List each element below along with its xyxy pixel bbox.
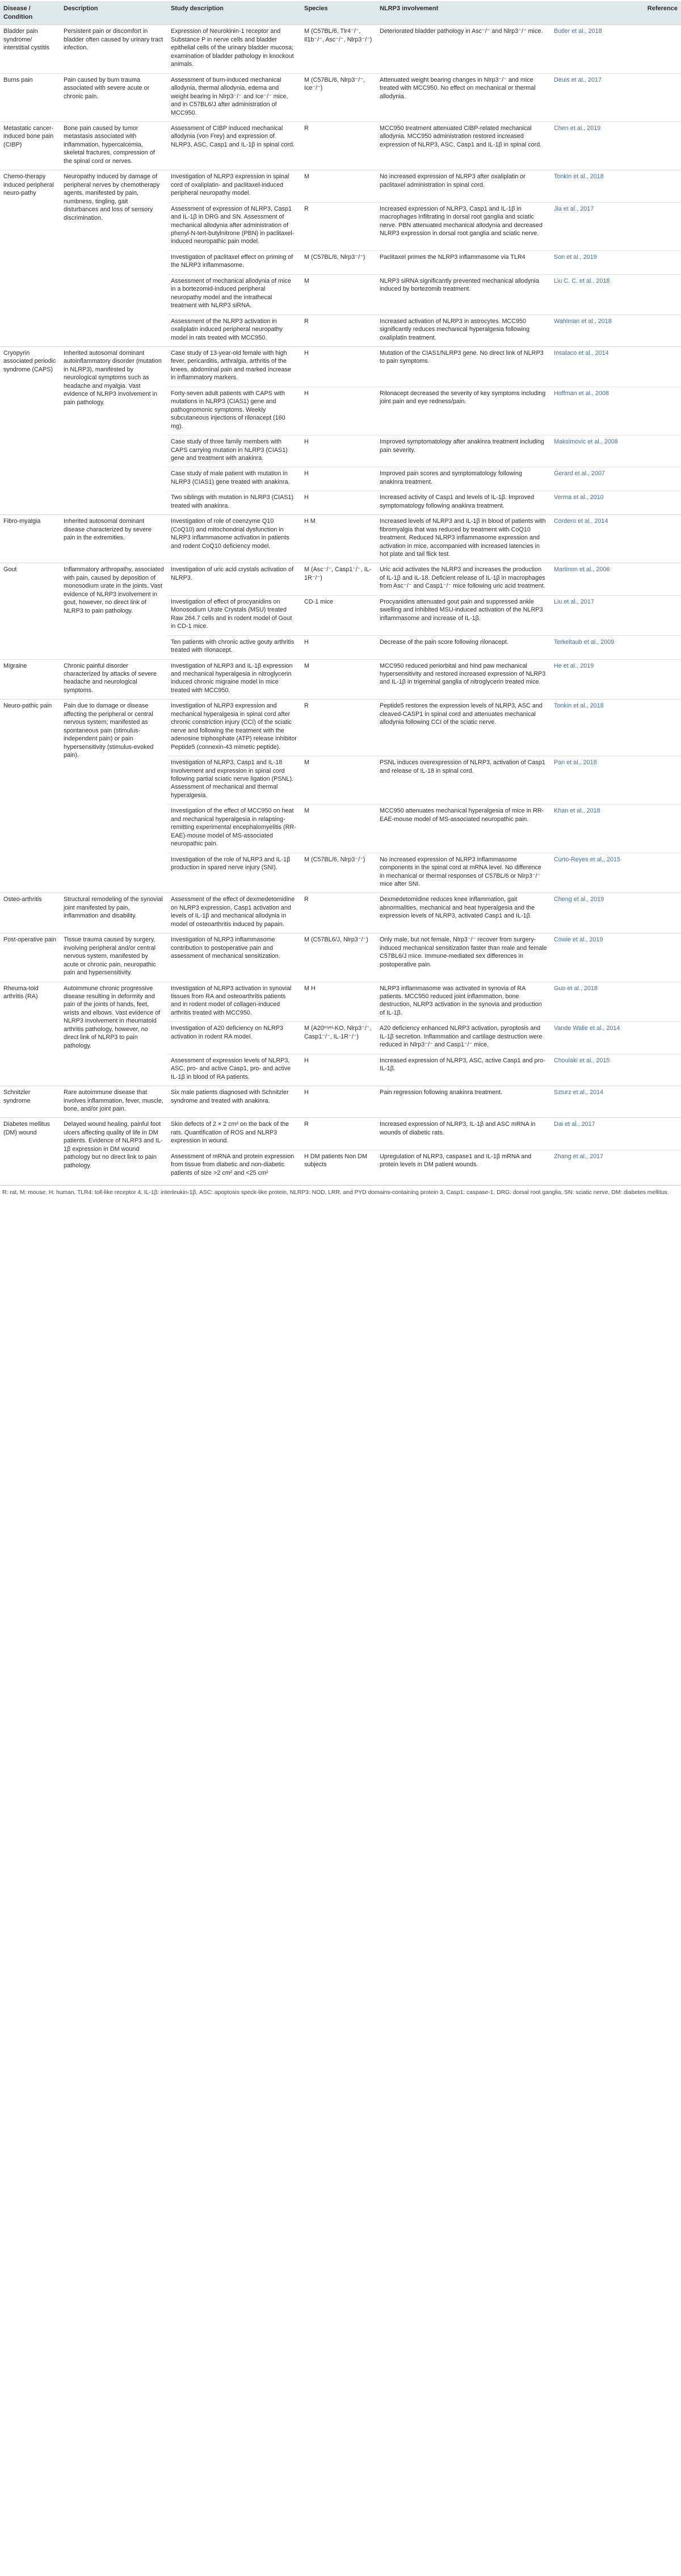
species-cell: R [301, 893, 376, 933]
involvement-cell: MCC950 treatment attenuated CIBP-related mechanical allodynia. MCC950 administration restored increased expression of NLRP3, ASC, Casp1 and IL-1β in spinal cord. [376, 122, 550, 170]
reference-cell[interactable]: Khan et al., 2018 [550, 805, 681, 853]
reference-cell[interactable]: Martinon et al., 2006 [550, 563, 681, 595]
reference-cell[interactable]: Gerard et al., 2007 [550, 467, 681, 491]
involvement-cell: Mutation of the CIAS1/NLRP3 gene. No direct link of NLRP3 to pain symptoms. [376, 346, 550, 387]
study-cell: Investigation of effect of procyanidins on Monosodium Urate Crystals (MSU) treated Raw 264.7 cells and in rodent model of Gout in CD-1 mice. [167, 595, 301, 635]
involvement-cell: Improved symptomatology after anakinra treatment including pain severity. [376, 435, 550, 467]
involvement-cell: Decrease of the pain score following rilonacept. [376, 635, 550, 659]
species-cell: M (A20ᵐʸᵉˡ-KO, Nlrp3⁻/⁻, Casp1⁻/⁻, IL-1R⁻/⁻) [301, 1022, 376, 1054]
header-study: Study description [167, 1, 301, 25]
table-row [0, 515, 681, 563]
involvement-cell: Rilonacept decreased the severity of key symptoms including joint pain and eye redness/pain. [376, 387, 550, 435]
study-cell: Assessment of expression levels of NLRP3, ASC, pro- and active Casp1, pro- and active IL-1β in blood of RA patients. [167, 1054, 301, 1086]
species-cell: M [301, 659, 376, 700]
reference-cell[interactable]: Liu et al., 2017 [550, 595, 681, 635]
study-cell: Assessment of expression of NLRP3, Casp1 and IL-1β in DRG and SN. Assessment of mechanical allodynia after administration of phenyl-N-tert-butylnitrone (PBN) in paclitaxel-induced neuropathic pain model. [167, 202, 301, 250]
study-cell: Six male patients diagnosed with Schnitzler syndrome and treated with anakinra. [167, 1086, 301, 1118]
description-cell: Tissue trauma caused by surgery, involving peripheral and/or central nervous system, manifested by acute or chronic pain, neuropathic pain and hypersensitivity. [60, 933, 167, 982]
disease-cell: Bladder pain syndrome/ interstitial cystitis [0, 25, 60, 73]
disease-cell: Rheuma-toid arthritis (RA) [0, 982, 60, 1086]
involvement-cell: Improved pain scores and symptomatology following anakinra treatment. [376, 467, 550, 491]
disease-cell: Chemo-therapy induced peripheral neuro-pathy [0, 170, 60, 347]
species-cell: H [301, 435, 376, 467]
reference-cell[interactable]: Cheng et al., 2019 [550, 893, 681, 933]
reference-cell[interactable]: Terkeltaub et al., 2009 [550, 635, 681, 659]
study-cell: Assessment of the NLRP3 activation in oxaliplatin induced peripheral neuropathy model in rats treated with MCC950. [167, 315, 301, 346]
species-cell: H M [301, 515, 376, 563]
table-row [0, 122, 681, 170]
header-species: Species [301, 1, 376, 25]
involvement-cell: Increased activity of Casp1 and levels of IL-1β. Improved symptomatology following anakinra treatment. [376, 491, 550, 515]
table-row [0, 346, 681, 387]
species-cell: R [301, 315, 376, 346]
disease-cell: Metastatic cancer-induced bone pain (CIBP) [0, 122, 60, 170]
nlrp3-pain-table [0, 1, 681, 1182]
study-cell: Investigation of A20 deficiency on NLRP3 activation in rodent RA model. [167, 1022, 301, 1054]
study-cell: Investigation of paclitaxel effect on priming of the NLRP3 inflammasome. [167, 250, 301, 274]
table-header [0, 1, 681, 25]
study-cell: Investigation of NLRP3 expression and mechanical hyperalgesia in spinal cord after chronic constriction injury (CCI) of the sciatic nerve and following the treatment with the adenosine triphosphate (ATP) release inhibitor Peptide5 (connexin-43 mimetic peptide). [167, 700, 301, 756]
disease-cell: Schnitzler syndrome [0, 1086, 60, 1118]
table-footnote: R: rat, M: mouse, H: human, TLR4: toll-like receptor 4, IL-1β: interleukin-1β, ASC: apoptosis speck-like protein, NLRP3: NOD, LRR, and PYD domains-containing protein 3, Casp1: caspase-1, DRG: dorsal root ganglia, SN: sciatic nerve, DM: diabetes mellitus. [0, 1185, 681, 1197]
study-cell: Skin defects of 2 × 2 cm² on the back of the rats. Quantification of ROS and NLRP3 expression in wound. [167, 1118, 301, 1150]
species-cell: H [301, 1054, 376, 1086]
description-cell: Bone pain caused by tumor metastasis associated with inflammation, hypercalcemia, skeletal fractures, compression of the spinal cord or nerves. [60, 122, 167, 170]
reference-cell[interactable]: Deuis et al., 2017 [550, 73, 681, 122]
reference-cell[interactable]: Cordero et al., 2014 [550, 515, 681, 563]
involvement-cell: NLRP3 siRNA significantly prevented mechanical allodynia induced by bortezomib treatment. [376, 274, 550, 315]
study-cell: Two siblings with mutation in NLRP3 (CIAS1) treated with anakinra. [167, 491, 301, 515]
study-cell: Ten patients with chronic active gouty arthritis treated with rilonacept. [167, 635, 301, 659]
involvement-cell: Increased expression of NLRP3, ASC, active Casp1 and pro-IL-1β. [376, 1054, 550, 1086]
table-body [0, 25, 681, 1182]
disease-cell: Diabetes mellitus (DM) wound [0, 1118, 60, 1182]
reference-cell[interactable]: Tonkin et al., 2018 [550, 170, 681, 202]
involvement-cell: Increased levels of NLRP3 and IL-1β in blood of patients with fibromyalgia that was reduced by treatment with CoQ10 treatment. Reduced NLRP3 inflammasome expression and activation in mice, accompanied with increased latencies in hot plate and tail flick test. [376, 515, 550, 563]
reference-cell[interactable]: Liu C. C. et al., 2018 [550, 274, 681, 315]
table-row [0, 982, 681, 1022]
document-page [0, 0, 681, 1202]
species-cell: CD-1 mice [301, 595, 376, 635]
study-cell: Case study of male patient with mutation in NLRP3 (CIAS1) gene treated with anakinra. [167, 467, 301, 491]
table-row [0, 25, 681, 73]
description-cell: Neuropathy induced by damage of peripheral nerves by chemotherapy agents, manifested by pain, numbness, tingling, gait disturbances and loss of sensory discrimination. [60, 170, 167, 347]
species-cell: R [301, 1118, 376, 1150]
study-cell: Investigation of uric acid crystals activation of NLRP3. [167, 563, 301, 595]
species-cell: M [301, 805, 376, 853]
reference-cell[interactable]: Butler et al., 2018 [550, 25, 681, 73]
species-cell: H DM patients Non DM subjects [301, 1150, 376, 1182]
involvement-cell: Procyanidins attenuated gout pain and suppressed ankle swelling and inhibited MSU-induced activation of the NLRP3 inflammasome and increase of IL-1β. [376, 595, 550, 635]
disease-cell: Gout [0, 563, 60, 659]
involvement-cell: Peptide5 restores the expression levels of NLRP3, ASC and cleaved-CASP1 in spinal cord and attenuates mechanical allodynia following CCI of the sciatic nerve. [376, 700, 550, 756]
reference-cell[interactable]: Szturz et al., 2014 [550, 1086, 681, 1118]
reference-cell[interactable]: Pan et al., 2018 [550, 756, 681, 805]
involvement-cell: Paclitaxel primes the NLRP3 inflammasome via TLR4 [376, 250, 550, 274]
disease-cell: Post-operative pain [0, 933, 60, 982]
involvement-cell: Deteriorated bladder pathology in Asc⁻/⁻ and Nlrp3⁻/⁻ mice. [376, 25, 550, 73]
species-cell: H [301, 346, 376, 387]
species-cell: R [301, 202, 376, 250]
description-cell: Pain due to damage or disease affecting the peripheral or central nervous system; manifested as spontaneous pain (stimulus-independent pain) or pain hypersensitivity (stimulus-evoked pain). [60, 700, 167, 893]
reference-cell[interactable]: Wahlman et al., 2018 [550, 315, 681, 346]
reference-cell[interactable]: Jia et al., 2017 [550, 202, 681, 250]
involvement-cell: No increased expression of NLRP3 inflammasome components in the spinal cord at mRNA level. No difference in mechanical or thermal responses of C57BL/6 or Nlrp3⁻/⁻ mice after SNI. [376, 853, 550, 893]
involvement-cell: Increased expression of NLRP3, IL-1β and ASC mRNA in wounds of diabetic rats. [376, 1118, 550, 1150]
study-cell: Case study of three family members with CAPS carrying mutation in NLRP3 (CIAS1) gene and treatment with anakinra. [167, 435, 301, 467]
study-cell: Assessment of CIBP induced mechanical allodynia (von Frey) and expression of NLRP3, ASC, Casp1 and IL-1β in spinal cord. [167, 122, 301, 170]
header-involvement: NLRP3 involvement [376, 1, 550, 25]
description-cell: Rare autoimmune disease that involves inflammation, fever, muscle, bone, and/or joint pain. [60, 1086, 167, 1118]
species-cell: H [301, 1086, 376, 1118]
species-cell: R [301, 122, 376, 170]
disease-cell: Fibro-myalgia [0, 515, 60, 563]
involvement-cell: PSNL induces overexpression of NLRP3, activation of Casp1 and release of IL-18 in spinal cord. [376, 756, 550, 805]
disease-cell: Osteo-arthritis [0, 893, 60, 933]
involvement-cell: MCC950 reduced periorbital and hind paw mechanical hypersensitivity and restored increased expression of NLRP3 and IL-1β in trigeminal ganglia of nitroglycerin treated mice. [376, 659, 550, 700]
study-cell: Investigation of NLRP3 activation in synovial tissues from RA and osteoarthritis patients and in rodent model of collagen-induced arthritis treated with MCC950. [167, 982, 301, 1022]
study-cell: Investigation of the role of NLRP3 and IL-1β production in spared nerve injury (SNI). [167, 853, 301, 893]
reference-cell[interactable]: Verma et al., 2010 [550, 491, 681, 515]
reference-cell[interactable]: Maksimovic et al., 2008 [550, 435, 681, 467]
involvement-cell: MCC950 attenuates mechanical hyperalgesia of mice in RR-EAE-mouse model of MS-associated neuropathic pain. [376, 805, 550, 853]
table-row [0, 933, 681, 982]
involvement-cell: Dexmedetomidine reduces knee inflammation, gait abnormalities, mechanical and heat hyperalgesia and the expression levels of NLRP3, activated Casp1 and IL-1β. [376, 893, 550, 933]
header-row [0, 1, 681, 25]
disease-cell: Cryopyrin associated periodic syndrome (CAPS) [0, 346, 60, 514]
disease-cell: Migraine [0, 659, 60, 700]
involvement-cell: NLRP3 inflammasome was activated in synovia of RA patients. MCC950 reduced joint inflammation, bone destruction, NLRP3 activation in the synovia and production of IL-1β. [376, 982, 550, 1022]
description-cell: Persistent pain or discomfort in bladder often caused by urinary tract infection. [60, 25, 167, 73]
species-cell: M (C57BL/6, Nlrp3⁻/⁻, Ice⁻/⁻) [301, 73, 376, 122]
description-cell: Inflammatory arthropathy, associated with pain, caused by deposition of monosodium urate in the joints. Vast evidence of NLRP3 involvement in gout, however, no direct link of NLRP3 to pain pathology. [60, 563, 167, 659]
study-cell: Assessment of mRNA and protein expression from tissue from diabetic and non-diabetic patients of size >2 cm² and <25 cm² [167, 1150, 301, 1182]
description-cell: Inherited autosomal dominant disease characterized by severe pain in the extremities. [60, 515, 167, 563]
reference-cell[interactable]: Tonkin et al., 2018 [550, 700, 681, 756]
involvement-cell: Attenuated weight bearing changes in Nlrp3⁻/⁻ and mice treated with MCC950. No effect on mechanical or thermal allodynia. [376, 73, 550, 122]
description-cell: Inherited autosomal dominant autoinflammatory disorder (mutation in NLRP3), manifested by neurological symptoms such as headache and myalgia. Vast evidence of NLRP3 involvement in pain pathology. [60, 346, 167, 514]
study-cell: Investigation of NLRP3 expression in spinal cord of oxaliplatin- and paclitaxel-induced peripheral neuropathy model. [167, 170, 301, 202]
involvement-cell: Uric acid activates the NLRP3 and increases the production of IL-1β and IL-18. Deficient release of IL-1β in macrophages from Asc⁻/⁻ and Casp1⁻/⁻ mice following uric acid treatment. [376, 563, 550, 595]
reference-cell[interactable]: Hoffman et al., 2008 [550, 387, 681, 435]
involvement-cell: Only male, but not female, Nlrp3⁻/⁻ recover from surgery-induced mechanical sensitization faster than male and female C57BL6/J mice. Immune-mediated sex differences in postoperative pain. [376, 933, 550, 982]
table-row [0, 170, 681, 202]
reference-cell[interactable]: Guo et al., 2018 [550, 982, 681, 1022]
species-cell: H [301, 467, 376, 491]
involvement-cell: Upregulation of NLRP3, caspase1 and IL-1β mRNA and protein levels in DM patient wounds. [376, 1150, 550, 1182]
table-row [0, 700, 681, 756]
species-cell: R [301, 700, 376, 756]
study-cell: Investigation of NLRP3 inflammasome contribution to postoperative pain and assessment of mechanical sensitization. [167, 933, 301, 982]
reference-cell[interactable]: He et al., 2019 [550, 659, 681, 700]
involvement-cell: Increased activation of NLRP3 in astrocytes. MCC950 significantly reduces mechanical hyperalgesia following oxaliplatin treatment. [376, 315, 550, 346]
species-cell: M (C57BL/6, Nlrp3⁻/⁻) [301, 853, 376, 893]
study-cell: Assessment of the effect of dexmedetomidine on NLRP3 expression, Casp1 activation and levels of IL-1β and mechanical allodynia in model of osteoarthritis induced by papain. [167, 893, 301, 933]
header-reference: Reference [550, 1, 681, 25]
reference-cell[interactable]: Cowie et al., 2019 [550, 933, 681, 982]
reference-cell[interactable]: Insalaco et al., 2014 [550, 346, 681, 387]
table-row [0, 1086, 681, 1118]
involvement-cell: Increased expression of NLRP3, Casp1 and IL-1β in macrophages infiltrating in dorsal root ganglia and sciatic nerve. PBN attenuated mechanical allodynia and decreased NLRP3 expression in dorsal root ganglia and sciatic nerve. [376, 202, 550, 250]
description-cell: Pain caused by burn trauma associated with severe acute or chronic pain. [60, 73, 167, 122]
reference-cell[interactable]: Chen et al., 2019 [550, 122, 681, 170]
description-cell: Structural remodeling of the synovial joint manifested by pain, inflammation and disability. [60, 893, 167, 933]
study-cell: Assessment of mechanical allodynia of mice in a bortezomid-induced peripheral neuropathy model and the intrathecal treatment with NLRP3 siRNA. [167, 274, 301, 315]
description-cell: Delayed wound healing, painful foot ulcers affecting quality of life in DM patients. Evidence of NLRP3 and IL-1β expression in DM wound pathology but no direct link to pain pathology. [60, 1118, 167, 1182]
study-cell: Expression of Neurokinin-1 receptor and Substance P in nerve cells and bladder epithelial cells of the urinary bladder mucosa; examination of bladder pathology in knockout animals. [167, 25, 301, 73]
disease-cell: Burns pain [0, 73, 60, 122]
species-cell: H [301, 491, 376, 515]
reference-cell[interactable]: Curto-Reyes et al., 2015 [550, 853, 681, 893]
study-cell: Case study of 13-year-old female with high fever, pericarditis, arthralgia, arthritis of the knees, abdominal pain and marked increase in inflammatory markers. [167, 346, 301, 387]
species-cell: H [301, 635, 376, 659]
species-cell: M (C57BL6/J, Nlrp3⁻/⁻) [301, 933, 376, 982]
reference-cell[interactable]: Choulaki et al., 2015 [550, 1054, 681, 1086]
species-cell: M [301, 170, 376, 202]
reference-cell[interactable]: Dai et al., 2017 [550, 1118, 681, 1150]
reference-cell[interactable]: Son et al., 2019 [550, 250, 681, 274]
header-disease: Disease / Condition [0, 1, 60, 25]
study-cell: Assessment of burn-induced mechanical allodynia, thermal allodynia, edema and weight bearing in Nlrp3⁻/⁻ and Ice⁻/⁻ mice, and in C57BL6/J after administration of MCC950. [167, 73, 301, 122]
species-cell: H [301, 387, 376, 435]
table-row [0, 893, 681, 933]
species-cell: M H [301, 982, 376, 1022]
species-cell: M (C57BL/6, Nlrp3⁻/⁻) [301, 250, 376, 274]
study-cell: Investigation of NLRP3 and IL-1β expression and mechanical hyperalgesia in nitroglycerin induced chronic migraine model in mice treated with MCC950. [167, 659, 301, 700]
species-cell: M (Asc⁻/⁻, Casp1⁻/⁻, IL-1R⁻/⁻) [301, 563, 376, 595]
involvement-cell: Pain regression following anakinra treatment. [376, 1086, 550, 1118]
header-description: Description [60, 1, 167, 25]
reference-cell[interactable]: Vande Walle et al., 2014 [550, 1022, 681, 1054]
study-cell: Investigation of NLRP3, Casp1 and IL-18 involvement and expression in spinal cord following partial sciatic nerve ligation (PSNL). Assessment of mechanical and thermal hyperalgesia. [167, 756, 301, 805]
table-row [0, 1118, 681, 1150]
disease-cell: Neuro-pathic pain [0, 700, 60, 893]
table-row [0, 73, 681, 122]
involvement-cell: No increased expression of NLRP3 after oxaliplatin or paclitaxel administration in spinal cord. [376, 170, 550, 202]
species-cell: M (C57BL/6, Tlr4⁻/⁻, Il1b⁻/⁻, Asc⁻/⁻, Nlrp3⁻/⁻) [301, 25, 376, 73]
study-cell: Investigation of the effect of MCC950 on heat and mechanical hyperalgesia in relapsing-remitting experimental encephalomyelitis (RR-EAE)-mouse model of MS-associated neuropathic pain. [167, 805, 301, 853]
description-cell: Autoimmune chronic progressive disease resulting in deformity and pain of the joints of hands, feet, wrists and elbows. Vast evidence of NLRP3 involvement in rheumatoid arthritis pathology, however, no direct link of NLRP3 to pain pathology. [60, 982, 167, 1086]
table-row [0, 563, 681, 595]
description-cell: Chronic painful disorder characterized by attacks of severe headache and neurological symptoms. [60, 659, 167, 700]
study-cell: Investigation of role of coenzyme Q10 (CoQ10) and mitochondrial dysfunction in NLRP3 inflammasome activation in patients and rodent CoQ10 deficiency model. [167, 515, 301, 563]
study-cell: Forty-seven adult patients with CAPS with mutations in NLRP3 (CIAS1) gene and pathognomonic symptoms. Weekly subcutaneous injections of rilonacept (160 mg). [167, 387, 301, 435]
species-cell: M [301, 756, 376, 805]
species-cell: M [301, 274, 376, 315]
reference-cell[interactable]: Zhang et al., 2017 [550, 1150, 681, 1182]
table-row [0, 659, 681, 700]
involvement-cell: A20 deficiency enhanced NLRP3 activation, pyroptosis and IL-1β secretion. Inflammation and cartilage destruction were reduced in Nlrp3⁻/⁻ and Casp1⁻/⁻ mice. [376, 1022, 550, 1054]
